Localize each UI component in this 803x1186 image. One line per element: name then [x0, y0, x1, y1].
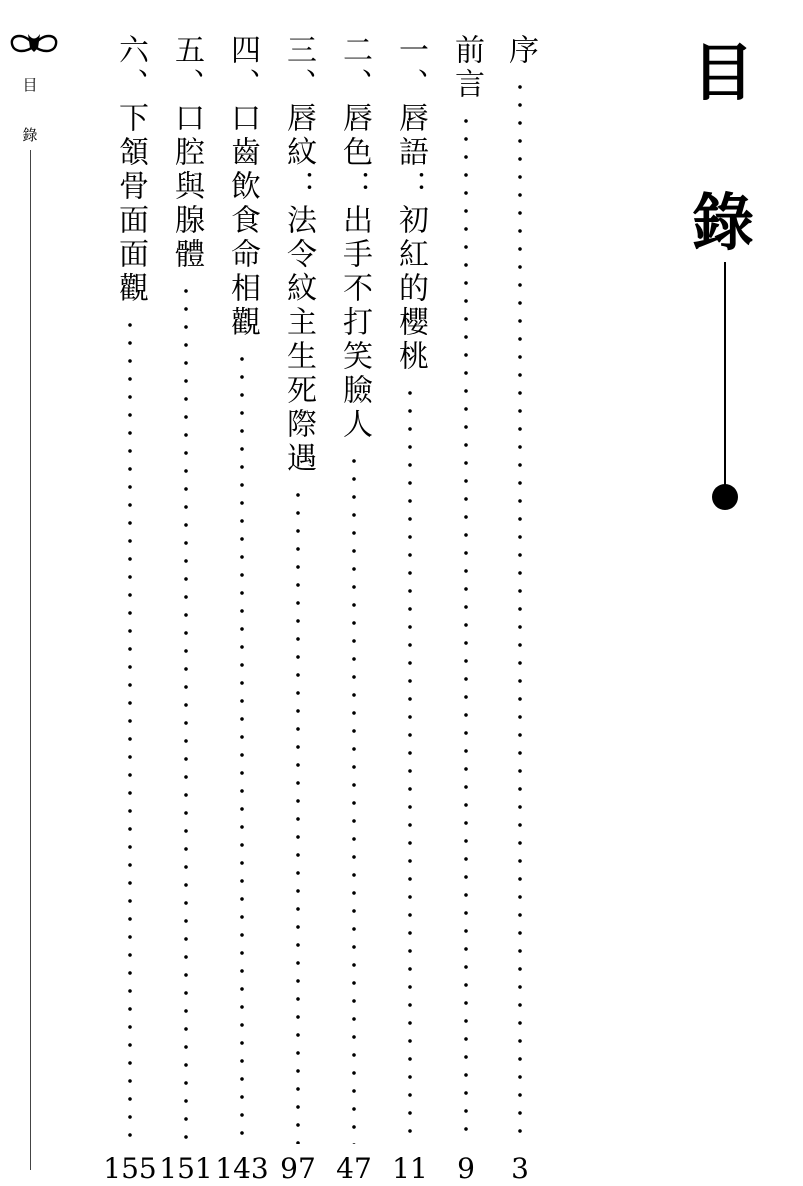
page-title	[688, 36, 758, 342]
toc-entry-label: 一、唇語：初紅的櫻桃	[393, 34, 428, 374]
toc-leader-dots	[296, 486, 300, 1144]
toc-entry[interactable]	[446, 34, 486, 1186]
toc-entry-label: 四、口齒飲食命相觀	[225, 34, 260, 340]
toc-entry-page: 143	[215, 1152, 269, 1185]
toc-leader-dots	[464, 112, 468, 1144]
title-rule	[724, 262, 726, 488]
toc-leader-dots	[128, 316, 132, 1144]
toc-entry[interactable]	[334, 34, 374, 1186]
title-dot-ornament	[712, 484, 738, 510]
toc-entry-page: 155	[103, 1152, 157, 1185]
toc-leader-dots	[518, 78, 522, 1144]
toc-entry-page: 9	[457, 1152, 475, 1185]
toc-entry-page: 97	[280, 1152, 316, 1185]
toc-entry[interactable]	[500, 34, 540, 1186]
side-rule	[30, 150, 31, 1170]
toc-entry[interactable]	[159, 34, 213, 1186]
toc-leader-dots	[184, 282, 188, 1144]
toc-entry-page: 151	[159, 1152, 213, 1185]
toc-entry-page: 47	[336, 1152, 372, 1185]
toc-leader-dots	[408, 384, 412, 1144]
toc-entry-label: 五、口腔與腺體	[169, 34, 204, 272]
toc-entry[interactable]	[103, 34, 157, 1186]
toc-entry-label: 三、唇紋：法令紋主生死際遇	[281, 34, 316, 476]
toc-entry-label: 二、唇色：出手不打笑臉人	[337, 34, 372, 442]
toc-leader-dots	[352, 452, 356, 1144]
toc-entry[interactable]	[278, 34, 318, 1186]
toc-entry-page: 11	[392, 1152, 428, 1185]
toc-entry-label: 序	[503, 34, 538, 68]
toc-leader-dots	[240, 350, 244, 1144]
page-title-char-2: 錄	[691, 186, 754, 259]
toc-entry-label: 六、下頷骨面面觀	[113, 34, 148, 306]
toc-entry-label: 前言	[449, 34, 484, 102]
side-header-char-1: 目	[22, 76, 38, 94]
toc-entry-page: 3	[511, 1152, 529, 1185]
toc-entry[interactable]	[215, 34, 269, 1186]
page-title-char-1: 目	[691, 36, 754, 109]
bow-ornament-icon	[4, 28, 64, 64]
toc-entry[interactable]	[390, 34, 430, 1186]
side-header-char-2: 錄	[22, 126, 38, 144]
